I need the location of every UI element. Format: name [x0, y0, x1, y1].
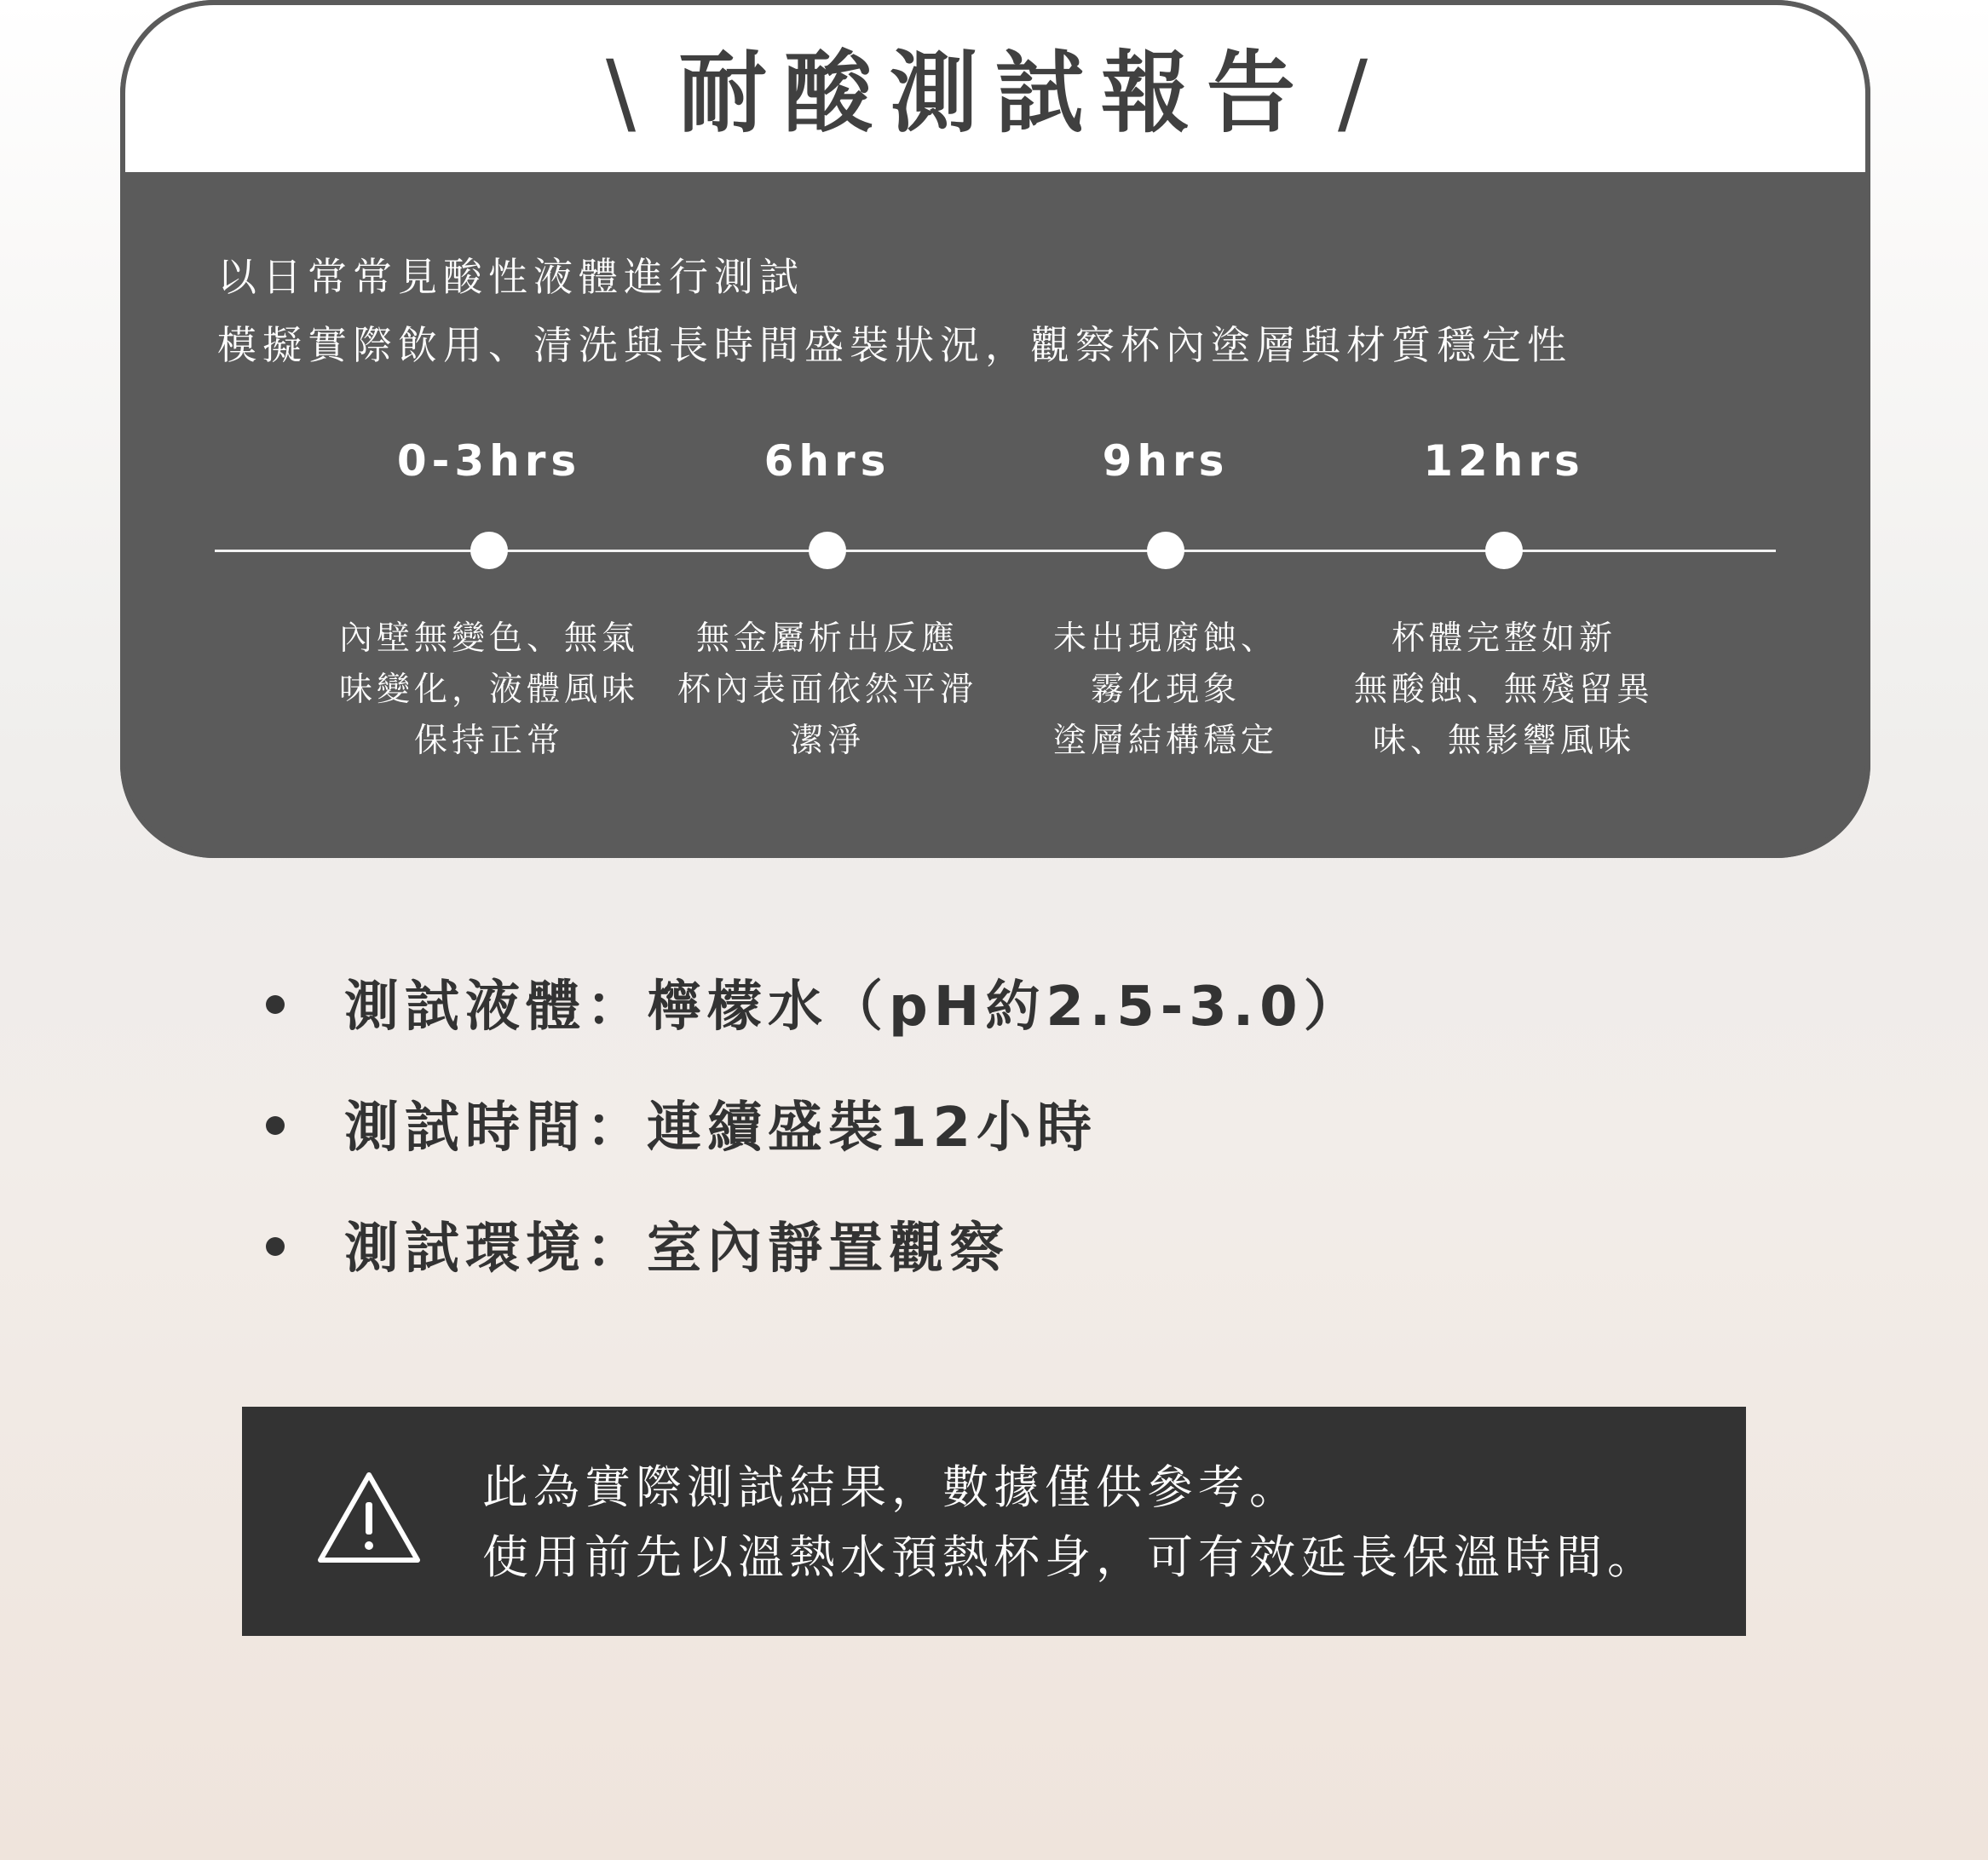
timeline-dot-4	[1485, 532, 1523, 569]
timeline-dot-2	[809, 532, 846, 569]
timeline-desc-3	[995, 613, 1336, 767]
bullet-dot	[266, 1237, 285, 1256]
timeline-time-3: 9hrs	[1102, 436, 1230, 486]
report-card	[120, 0, 1870, 858]
notice-text	[482, 1453, 1658, 1592]
timeline-dot-1	[470, 532, 508, 569]
timeline-time-4: 12hrs	[1423, 436, 1585, 486]
desc-line: 未出現腐蝕、	[1052, 619, 1278, 658]
warning-icon	[315, 1468, 423, 1567]
timeline-time-1: 0-3hrs	[396, 436, 582, 486]
page-title	[125, 37, 1865, 148]
desc-line: 保持正常	[413, 722, 564, 760]
spec-text: 測試環境：室內靜置觀察	[344, 1218, 1010, 1281]
spec-text: 測試液體：檸檬水（pH約2.5-3.0）	[344, 976, 1364, 1039]
timeline-desc-2	[657, 613, 998, 767]
desc-line: 味變化，液體風味	[338, 671, 639, 709]
spec-text: 測試時間：連續盛裝12小時	[344, 1097, 1098, 1160]
timeline-dot-3	[1147, 532, 1184, 569]
timeline-time-2: 6hrs	[764, 436, 891, 486]
title-deco-left: \	[605, 41, 653, 145]
notice-line-1: 此為實際測試結果，數據僅供參考。	[482, 1460, 1300, 1514]
desc-line: 塗層結構穩定	[1052, 722, 1278, 760]
desc-line: 杯內表面依然平滑	[677, 671, 977, 709]
bullet-dot	[266, 1116, 285, 1135]
desc-line: 霧化現象	[1090, 671, 1241, 709]
desc-line: 潔淨	[789, 722, 865, 760]
bullet-dot	[266, 995, 285, 1014]
desc-line: 無酸蝕、無殘留異	[1353, 671, 1654, 709]
card-header	[125, 5, 1865, 172]
title-text: 耐酸測試報告	[677, 41, 1312, 145]
intro-line-2: 模擬實際飲用、清洗與長時間盛裝狀況，觀察杯內塗層與材質穩定性	[217, 322, 1572, 368]
desc-line: 杯體完整如新	[1391, 619, 1616, 658]
timeline-desc-1	[319, 613, 660, 767]
title-deco-right: /	[1338, 41, 1386, 145]
notice-box	[242, 1407, 1746, 1636]
desc-line: 內壁無變色、無氣	[338, 619, 639, 658]
desc-line: 無金屬析出反應	[695, 619, 959, 658]
timeline-line	[215, 550, 1776, 552]
timeline-desc-4	[1334, 613, 1674, 767]
notice-line-2: 使用前先以溫熱水預熱杯身，可有效延長保溫時間。	[482, 1530, 1658, 1584]
desc-line: 味、無影響風味	[1372, 722, 1635, 760]
intro-line-1: 以日常常見酸性液體進行測試	[217, 254, 804, 300]
intro-text	[217, 243, 1572, 379]
